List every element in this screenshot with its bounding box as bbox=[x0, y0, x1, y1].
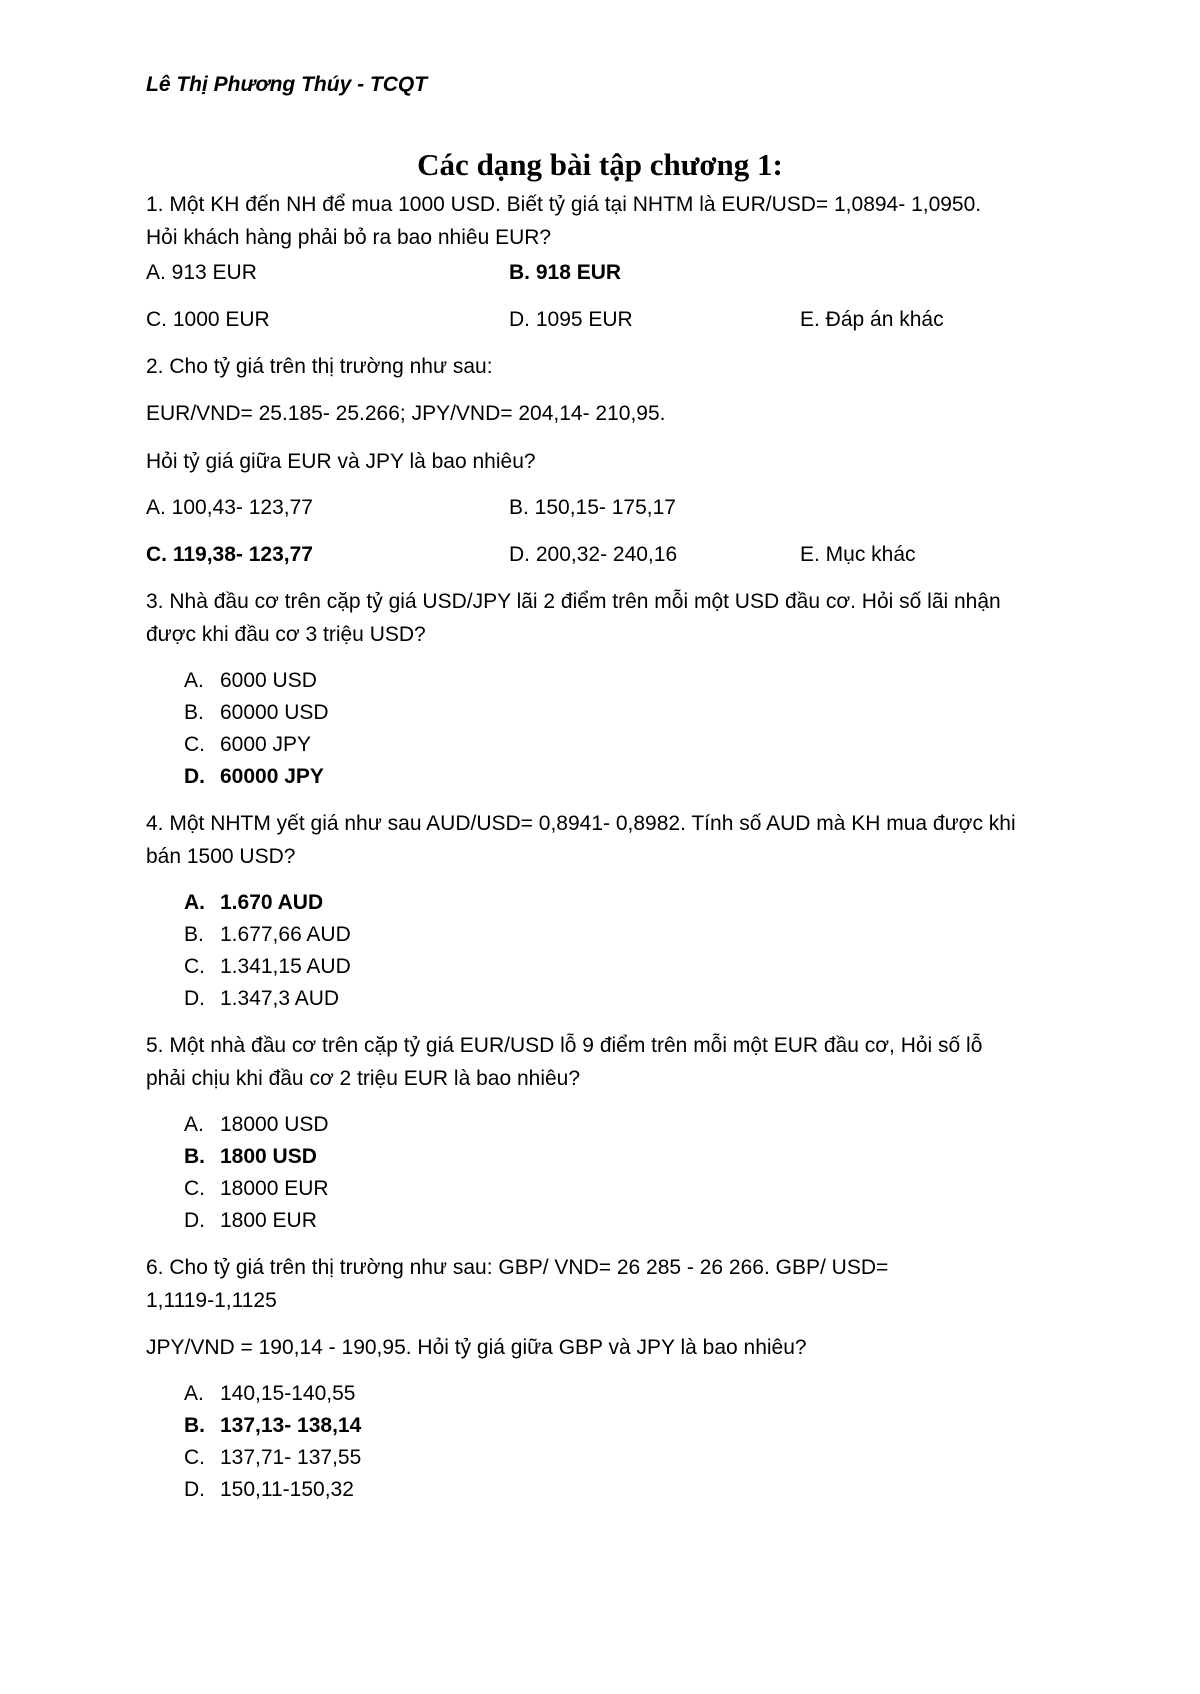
q6-option-d: D. 150,11-150,32 bbox=[184, 1478, 354, 1501]
q5-option-c: C. 18000 EUR bbox=[184, 1177, 329, 1200]
q6-option-c: C. 137,71- 137,55 bbox=[184, 1446, 362, 1469]
q4-option-b: B. 1.677,66 AUD bbox=[184, 923, 351, 946]
q6-option-a: A. 140,15-140,55 bbox=[184, 1382, 356, 1405]
q2-line3: Hỏi tỷ giá giữa EUR và JPY là bao nhiêu? bbox=[146, 450, 536, 473]
q4-options bbox=[184, 887, 351, 1015]
q4-line1: 4. Một NHTM yết giá như sau AUD/USD= 0,8941- 0,8982. Tính số AUD mà KH mua được khi bbox=[146, 812, 1016, 835]
q6-option-b: B. 137,13- 138,14 bbox=[184, 1414, 362, 1437]
q1-option-b: B. 918 EUR bbox=[509, 261, 622, 284]
q5-option-b: B. 1800 USD bbox=[184, 1145, 317, 1168]
q3-options bbox=[184, 665, 329, 793]
q4-line2: bán 1500 USD? bbox=[146, 845, 296, 868]
q6-line2: 1,1119-1,1125 bbox=[146, 1289, 277, 1312]
q3-option-a: A. 6000 USD bbox=[184, 669, 317, 692]
q4-option-c: C. 1.341,15 AUD bbox=[184, 955, 351, 978]
q1-option-d: D. 1095 EUR bbox=[509, 308, 633, 331]
q6-line3: JPY/VND = 190,14 - 190,95. Hỏi tỷ giá giữa GBP và JPY là bao nhiêu? bbox=[146, 1336, 807, 1359]
q5-option-a: A. 18000 USD bbox=[184, 1113, 329, 1136]
page-title: Các dạng bài tập chương 1: bbox=[417, 147, 783, 182]
q2-option-e: E. Mục khác bbox=[800, 543, 916, 566]
q4-option-d: D. 1.347,3 AUD bbox=[184, 987, 340, 1010]
q5-option-d: D. 1800 EUR bbox=[184, 1209, 317, 1232]
author-header: Lê Thị Phương Thúy - TCQT bbox=[146, 73, 428, 96]
q2-line2: EUR/VND= 25.185- 25.266; JPY/VND= 204,14- 210,95. bbox=[146, 402, 666, 425]
q1-line1: 1. Một KH đến NH để mua 1000 USD. Biết tỷ giá tại NHTM là EUR/USD= 1,0894- 1,0950. bbox=[146, 193, 982, 216]
q2-option-b: B. 150,15- 175,17 bbox=[509, 496, 676, 519]
q1-option-e: E. Đáp án khác bbox=[800, 308, 944, 331]
q3-line1: 3. Nhà đầu cơ trên cặp tỷ giá USD/JPY lãi 2 điểm trên mỗi một USD đầu cơ. Hỏi số lãi nhận bbox=[146, 590, 1001, 613]
q5-line1: 5. Một nhà đầu cơ trên cặp tỷ giá EUR/USD lỗ 9 điểm trên mỗi một EUR đầu cơ, Hỏi số lỗ bbox=[146, 1034, 983, 1057]
q2-option-d: D. 200,32- 240,16 bbox=[509, 543, 678, 566]
q2-option-a: A. 100,43- 123,77 bbox=[146, 496, 313, 519]
q3-option-b: B. 60000 USD bbox=[184, 701, 329, 724]
q2-option-c: C. 119,38- 123,77 bbox=[146, 543, 313, 566]
q3-line2: được khi đầu cơ 3 triệu USD? bbox=[146, 623, 426, 646]
q4-option-a: A. 1.670 AUD bbox=[184, 891, 324, 914]
q2-line1: 2. Cho tỷ giá trên thị trường như sau: bbox=[146, 355, 493, 378]
q6-line1: 6. Cho tỷ giá trên thị trường như sau: GBP/ VND= 26 285 - 26 266. GBP/ USD= bbox=[146, 1256, 889, 1279]
q5-line2: phải chịu khi đầu cơ 2 triệu EUR là bao nhiêu? bbox=[146, 1067, 581, 1090]
q1-option-a: A. 913 EUR bbox=[146, 261, 257, 284]
q3-option-c: C. 6000 JPY bbox=[184, 733, 312, 756]
q5-options bbox=[184, 1109, 329, 1237]
q1-option-c: C. 1000 EUR bbox=[146, 308, 270, 331]
q3-option-d: D. 60000 JPY bbox=[184, 765, 324, 788]
q1-line2: Hỏi khách hàng phải bỏ ra bao nhiêu EUR? bbox=[146, 226, 552, 249]
q6-options bbox=[184, 1378, 361, 1506]
